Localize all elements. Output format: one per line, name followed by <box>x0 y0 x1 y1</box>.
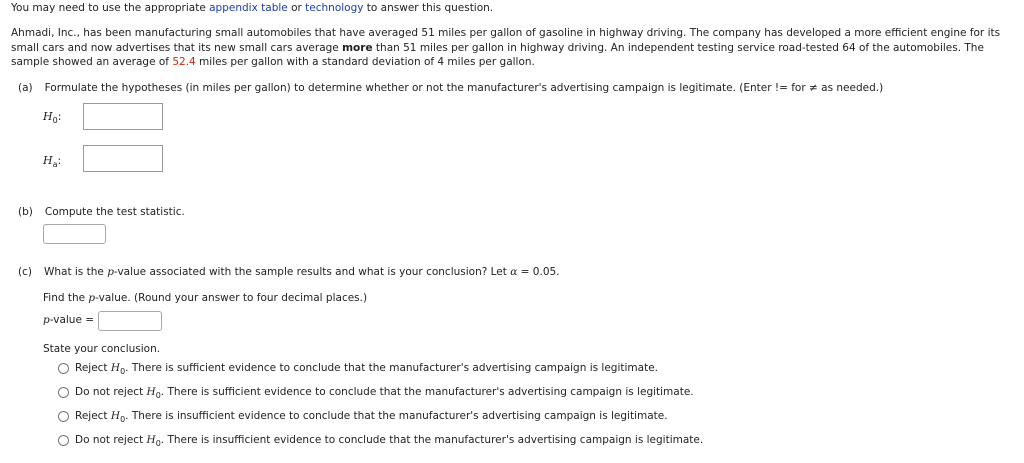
part-b-text: Compute the test statistic. <box>44 206 185 218</box>
alpha-symbol: α <box>510 266 518 278</box>
technology-link[interactable]: technology <box>305 2 364 14</box>
h0-subscript: 0 <box>120 415 126 424</box>
ha-label <box>43 154 61 167</box>
part-b-prompt <box>18 205 185 219</box>
find-pvalue-prompt <box>43 291 367 305</box>
option-text: . There is insufficient evidence to conclude that the manufacturer's advertising campaign is legitimate. <box>125 410 668 422</box>
conclusion-option-1[interactable] <box>75 362 658 374</box>
h0-subscript: 0 <box>155 439 161 448</box>
h0-colon: : <box>57 110 62 123</box>
h0-subscript: 0 <box>155 391 161 400</box>
option-verb: Do not reject <box>75 434 147 446</box>
part-c-text: = 0.05. <box>517 266 560 278</box>
problem-text: small cars and now advertises that its new small cars average <box>11 42 343 54</box>
pvalue-input[interactable] <box>98 311 162 331</box>
p-italic: p <box>43 314 50 326</box>
option-verb: Do not reject <box>75 386 147 398</box>
pvalue-label <box>43 313 94 327</box>
emphasis-more: more <box>342 42 373 54</box>
conclusion-radio-1[interactable] <box>58 363 69 374</box>
problem-line-2 <box>11 41 984 55</box>
h0-letter: H <box>146 434 156 446</box>
p-italic: p <box>88 292 96 304</box>
ha-subscript: a <box>52 160 58 169</box>
intro-text: or <box>287 2 306 14</box>
h0-letter: H <box>110 362 121 374</box>
h0-subscript: 0 <box>120 367 126 376</box>
conclusion-prompt: State your conclusion. <box>43 343 161 355</box>
appendix-table-link[interactable]: appendix table <box>209 2 288 14</box>
h0-label <box>43 110 61 123</box>
problem-text: sample showed an average of <box>11 56 173 68</box>
conclusion-radio-4[interactable] <box>58 435 69 446</box>
test-statistic-input[interactable] <box>43 224 106 244</box>
conclusion-radio-3[interactable] <box>58 411 69 422</box>
h0-letter: H <box>43 110 53 123</box>
problem-text: miles per gallon with a standard deviation of 4 miles per gallon. <box>195 56 535 68</box>
h0-letter: H <box>146 386 156 398</box>
ha-colon: : <box>57 154 62 167</box>
option-text: . There is sufficient evidence to conclude that the manufacturer's advertising campaign is legitimate. <box>160 386 694 398</box>
pvalue-label-text: -value = <box>49 314 95 326</box>
option-verb: Reject <box>75 410 111 422</box>
h0-subscript: 0 <box>52 116 58 125</box>
part-c-label: (c) <box>18 266 32 278</box>
intro-text: You may need to use the appropriate <box>11 2 210 14</box>
part-c-prompt <box>18 265 560 279</box>
part-a-label: (a) <box>18 82 33 94</box>
intro-line <box>11 1 493 15</box>
problem-line-3 <box>11 55 535 69</box>
part-c-text: -value associated with the sample results and what is your conclusion? Let <box>113 266 511 278</box>
intro-text: to answer this question. <box>363 2 494 14</box>
problem-line-1: Ahmadi, Inc., has been manufacturing small automobiles that have averaged 51 miles per gallon of gasoline in highway driving. The company has developed a more efficient engine for its <box>11 27 1001 39</box>
problem-text: than 51 miles per gallon in highway driving. An independent testing service road-tested 64 of the automobiles. The <box>372 42 984 54</box>
option-text: . There is insufficient evidence to conclude that the manufacturer's advertising campaign is legitimate. <box>160 434 704 446</box>
option-verb: Reject <box>75 362 111 374</box>
sample-mean-value: 52.4 <box>172 56 196 68</box>
find-text: Find the <box>43 292 89 304</box>
part-b-label: (b) <box>18 206 33 218</box>
conclusion-option-4[interactable] <box>75 434 703 446</box>
h0-input[interactable] <box>83 103 163 130</box>
p-italic: p <box>107 266 114 278</box>
conclusion-option-3[interactable] <box>75 410 668 422</box>
part-c-text: What is the <box>43 266 108 278</box>
conclusion-option-2[interactable] <box>75 386 694 398</box>
part-a-prompt <box>18 81 883 95</box>
part-a-text: Formulate the hypotheses (in miles per gallon) to determine whether or not the manufacturer's advertising campaign is legitimate. (Enter != for ≠ as needed.) <box>44 82 884 94</box>
find-text: -value. (Round your answer to four decimal places.) <box>95 292 368 304</box>
option-text: . There is sufficient evidence to conclude that the manufacturer's advertising campaign is legitimate. <box>125 362 658 374</box>
ha-letter: H <box>43 154 53 167</box>
h0-letter: H <box>110 410 121 422</box>
conclusion-radio-2[interactable] <box>58 387 69 398</box>
ha-input[interactable] <box>83 145 163 172</box>
